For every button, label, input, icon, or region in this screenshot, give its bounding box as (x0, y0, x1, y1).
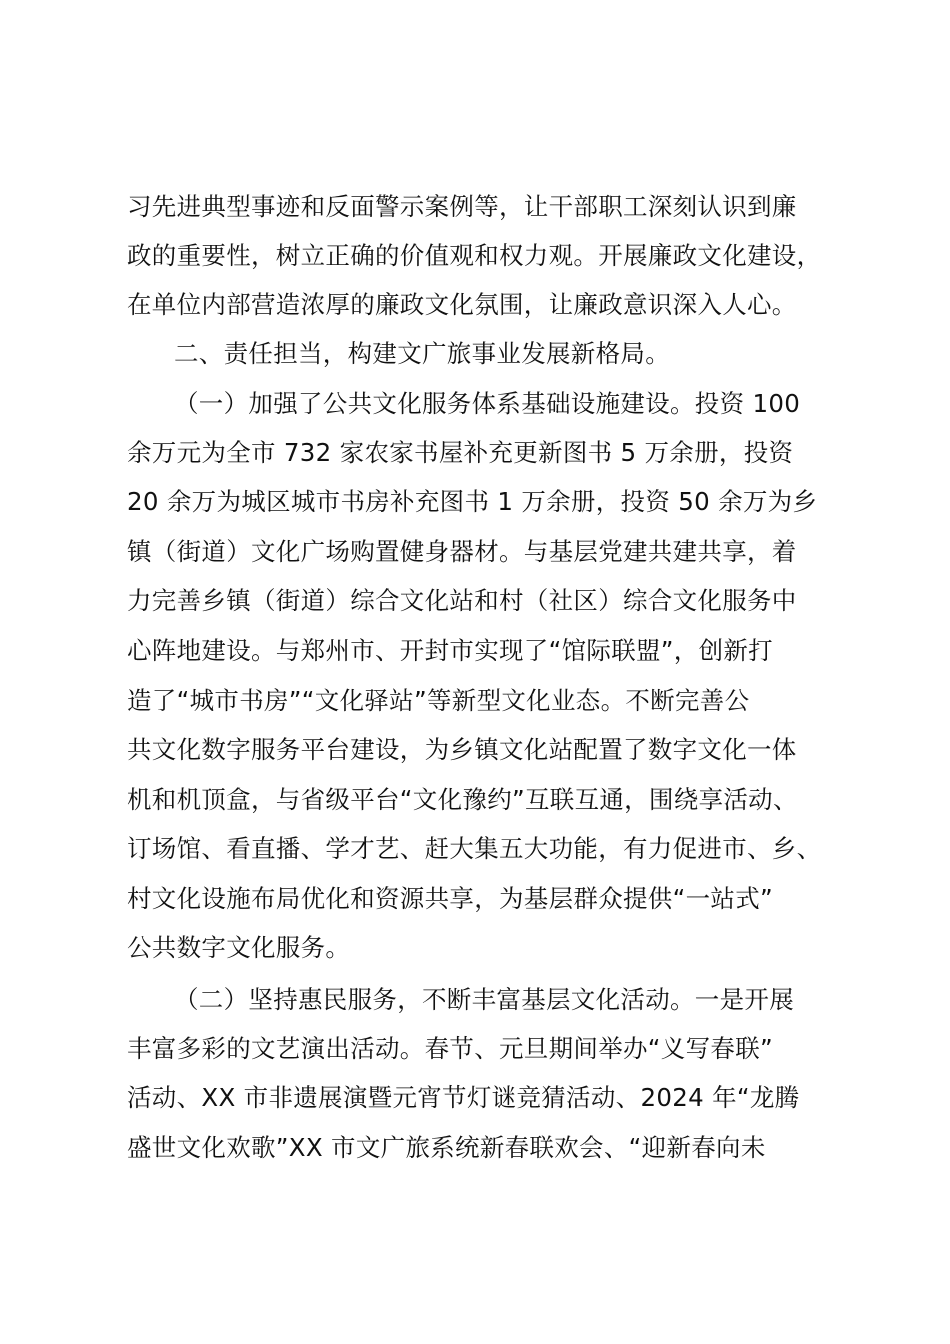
text-line: 村文化设施布局优化和资源共享，为基层群众提供“一站式” (127, 884, 773, 913)
text-line: 20 余万为城区城市书房补充图书 1 万余册，投资 50 余万为乡 (127, 487, 818, 516)
text-line: 余万元为全市 732 家农家书屋补充更新图书 5 万余册，投资 (127, 438, 794, 467)
text-line: 镇（街道）文化广场购置健身器材。与基层党建共建共享，着 (127, 537, 797, 566)
subsection-heading-line: （二）坚持惠民服务，不断丰富基层文化活动。一是开展 (174, 985, 794, 1014)
text-line: 盛世文化欢歌”XX 市文广旅系统新春联欢会、“迎新春向未 (127, 1133, 766, 1162)
text-line: 政的重要性，树立正确的价值观和权力观。开展廉政文化建设， (127, 241, 822, 270)
text-line: 在单位内部营造浓厚的廉政文化氛围，让廉政意识深入人心。 (127, 290, 797, 319)
text-line: 力完善乡镇（街道）综合文化站和村（社区）综合文化服务中 (127, 586, 797, 615)
text-line: 活动、XX 市非遗展演暨元宵节灯谜竞猜活动、2024 年“龙腾 (127, 1083, 800, 1112)
text-line: 心阵地建设。与郑州市、开封市实现了“馆际联盟”，创新打 (127, 636, 773, 665)
text-line: 丰富多彩的文艺演出活动。春节、元旦期间举办“义写春联” (127, 1034, 773, 1063)
text-line: 造了“城市书房”“文化驿站”等新型文化业态。不断完善公 (127, 686, 750, 715)
text-line: 机和机顶盒，与省级平台“文化豫约”互联互通，围绕享活动、 (127, 785, 798, 814)
text-line: 共文化数字服务平台建设，为乡镇文化站配置了数字文化一体 (127, 735, 797, 764)
subsection-heading-line: （一）加强了公共文化服务体系基础设施建设。投资 100 (174, 389, 801, 418)
text-line: 订场馆、看直播、学才艺、赶大集五大功能，有力促进市、乡、 (127, 834, 822, 863)
section-heading: 二、责任担当，构建文广旅事业发展新格局。 (174, 339, 670, 368)
text-line: 习先进典型事迹和反面警示案例等，让干部职工深刻认识到廉 (127, 192, 797, 221)
text-line: 公共数字文化服务。 (127, 933, 351, 962)
